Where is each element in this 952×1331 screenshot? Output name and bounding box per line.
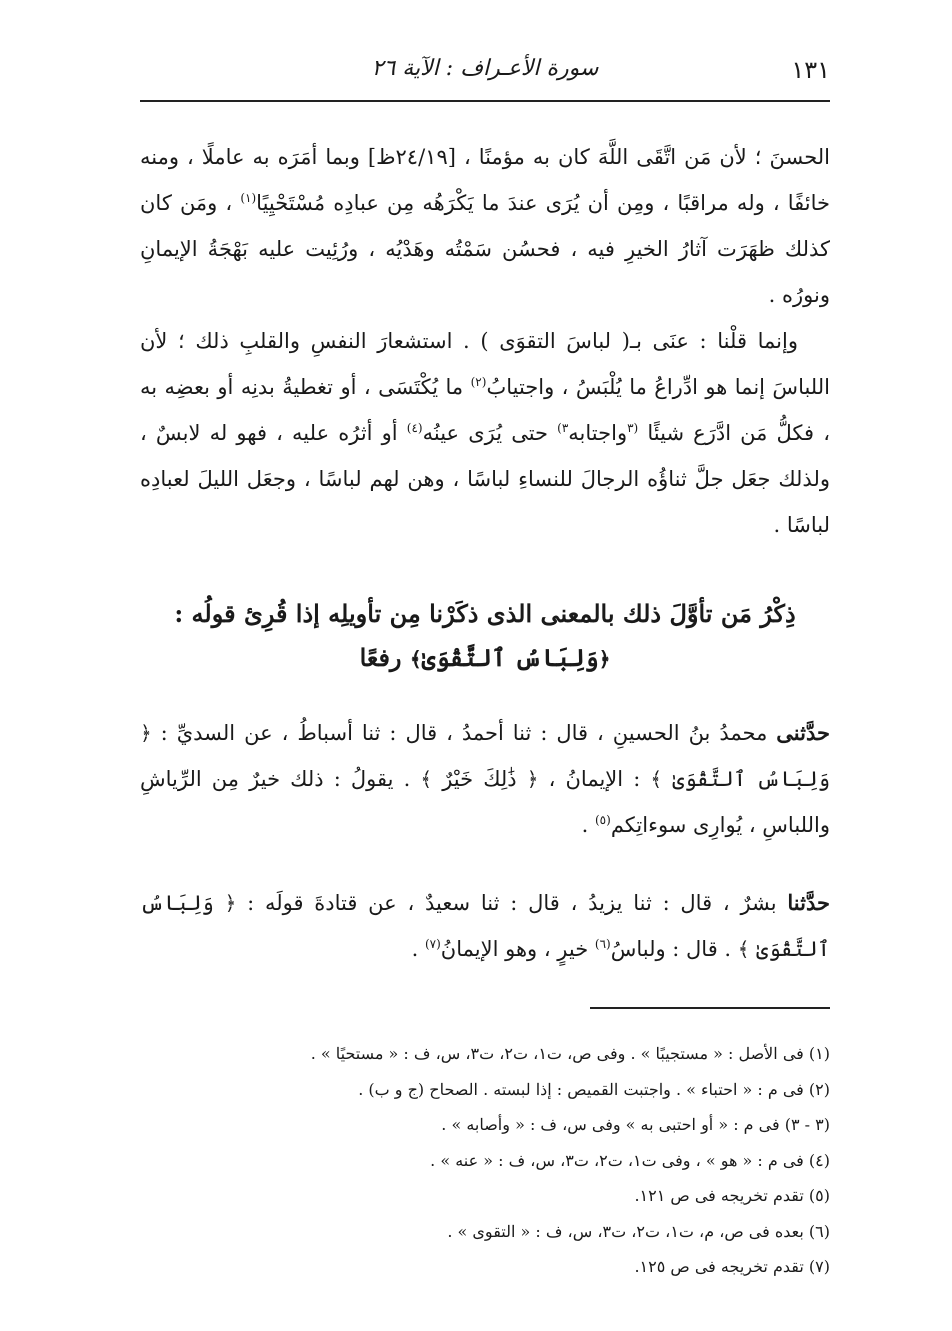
quran-bracket-close: ﴾ [650,767,663,791]
paragraph-text: ما يُكْتَسَى ، أو تغطيةُ بدنِه أو بعضِه به ، فكلُّ مَن ادَّرَع شيئًا [140,375,830,445]
paragraph-text: حتى يُرَى عينُه [422,421,558,445]
footnote-4: (٤) فى م : « هو » ، وفى ت١، ت٢، ت٣، س، ف : « عنه » . [430,1150,830,1170]
paragraph-text: . [411,937,425,961]
footnote-ref-7[interactable]: (٧) [424,937,441,951]
paragraph-text: الحسنَ ؛ لأن مَن اتَّقَى اللَّهَ كان به مؤمنًا ، [٢٤/١٩ظ] وبما أمَرَه به عاملًا ، ومنه خائفًا ، وله مراقبًا ، ومِن أن يُرَى عندَ ما يَكْرَهُه مِن عبادِه مُسْتَحْيِيًا [140,145,831,215]
header-rule [140,100,830,102]
page-number: ١٣١ [791,56,830,84]
paragraph-text: . قال : ولباسُ [610,937,738,961]
paragraph-1 [140,134,830,318]
paragraph-4 [140,880,830,972]
footnote-ref-5[interactable]: (٥) [594,813,611,827]
heading-line-2 [140,636,830,681]
paragraph-text: أو أثرُه عليه ، فهو له لابسٌ ، ولذلك جعَل جلَّ ثناؤُه الرجالَ للنساءِ لباسًا ، وهن لهم لباسًا ، وجعَل الليلَ لعبادِه لباسًا . [140,421,830,537]
paragraph-text: بشرٌ ، قال : ثنا يزيدُ ، قال : ثنا سعيدٌ ، عن قتادةَ قولَه : [236,891,788,915]
paragraph-text: : الإيمانُ ، [538,767,651,791]
running-title: سورة الأعـراف : الآية ٢٦ [371,56,599,81]
paragraph-text: . [581,813,595,837]
paragraph-text: وإنما قلْنا : عنَى بـ( لباسَ التقوَى ) . استشعارَ النفسِ والقلبِ ذلك ؛ لأن اللباسَ إنما هو ادِّراعُ ما يُلْبَسُ ، واجتيابُ [140,329,830,399]
paragraph-text: ، ومَن كان كذلك ظهَرَت آثارُ الخيرِ فيه ، فحسُن سَمْتُه وهَدْيُه ، ورُئِيت عليه بَهْجَةُ الإيمانِ ونورُه . [140,191,830,307]
footnote-ref-4[interactable]: (٤) [406,421,423,435]
footnote-3: (٣ - ٣) فى م : « أو احتبى به » وفى س، ف : « وأصابه » . [441,1115,830,1134]
footnote-2: (٢) فى م : « احتباء » . واجتبت القميص : إذا لبسته . الصحاح (ج و ب) . [358,1079,830,1099]
footnote-ref-2[interactable]: (٢) [470,375,487,389]
section-heading [140,592,830,681]
quran-bracket-open: ﴿ [526,767,539,791]
quran-verse: وَلِبَاسُ ٱلتَّقْوَىٰ [662,767,830,791]
paragraph-2 [140,318,830,548]
quran-bracket-close: ﴾ [409,647,422,671]
hadith-lead: حدَّثنا [787,890,830,915]
paragraph-text: . يقولُ : ذلك خيرٌ مِن الرِّياشِ واللباسِ ، يُوارِى سوءاتِكم [140,767,830,837]
page-header [140,52,830,92]
footnote-ref-3-end[interactable]: ٣) [557,421,569,435]
footnotes [140,1036,830,1285]
quran-bracket-close: ﴾ [737,937,750,961]
paragraph-text: واجتابه [568,421,628,445]
quran-bracket-open: ﴿ [598,647,611,671]
footnote-ref-3-start[interactable]: (٣ [627,421,639,435]
paragraph-3 [140,710,830,848]
hadith-lead: حدَّثنى [776,720,830,745]
footnote-1: (١) فى الأصل : « مستجيبًا » . وفى ص، ت١، ت٢، ت٣، س، ف : « مستحيًا » . [310,1044,830,1063]
footnote-7: (٧) تقدم تخريجه فى ص ١٢٥. [634,1257,830,1276]
footnote-ref-6[interactable]: (٦) [594,937,611,951]
footnote-5: (٥) تقدم تخريجه فى ص ١٢١. [634,1186,830,1205]
quran-bracket-close: ﴾ [420,767,433,791]
quran-verse: ذَٰلِكَ خَيْرٌ [432,767,527,791]
footnote-6: (٦) بعده فى ص، م، ت١، ت٢، ت٣، س، ف : « التقوى » . [447,1221,830,1241]
heading-tail: رفعًا [359,643,410,672]
quran-bracket-open: ﴿ [140,721,152,745]
quran-bracket-open: ﴿ [224,891,237,915]
heading-line-1: ذِكْرُ مَن تأوَّلَ ذلك بالمعنى الذى ذكَرْنا مِن تأويلِه إذا قُرِئ قولُه : [174,599,796,628]
paragraph-text: خيرٍ ، وهو الإيمانُ [440,937,595,961]
quran-verse: وَلِبَاسُ ٱلتَّقْوَىٰ [140,891,830,961]
quran-verse: وَلِبَاسُ ٱلتَّقْوَىٰ [421,643,599,672]
paragraph-text: محمدُ بنُ الحسينِ ، قال : ثنا أحمدُ ، قال : ثنا أسباطُ ، عن السديِّ : [151,721,777,745]
footnote-ref-1[interactable]: (١) [240,191,257,205]
footnote-rule [590,1007,830,1009]
